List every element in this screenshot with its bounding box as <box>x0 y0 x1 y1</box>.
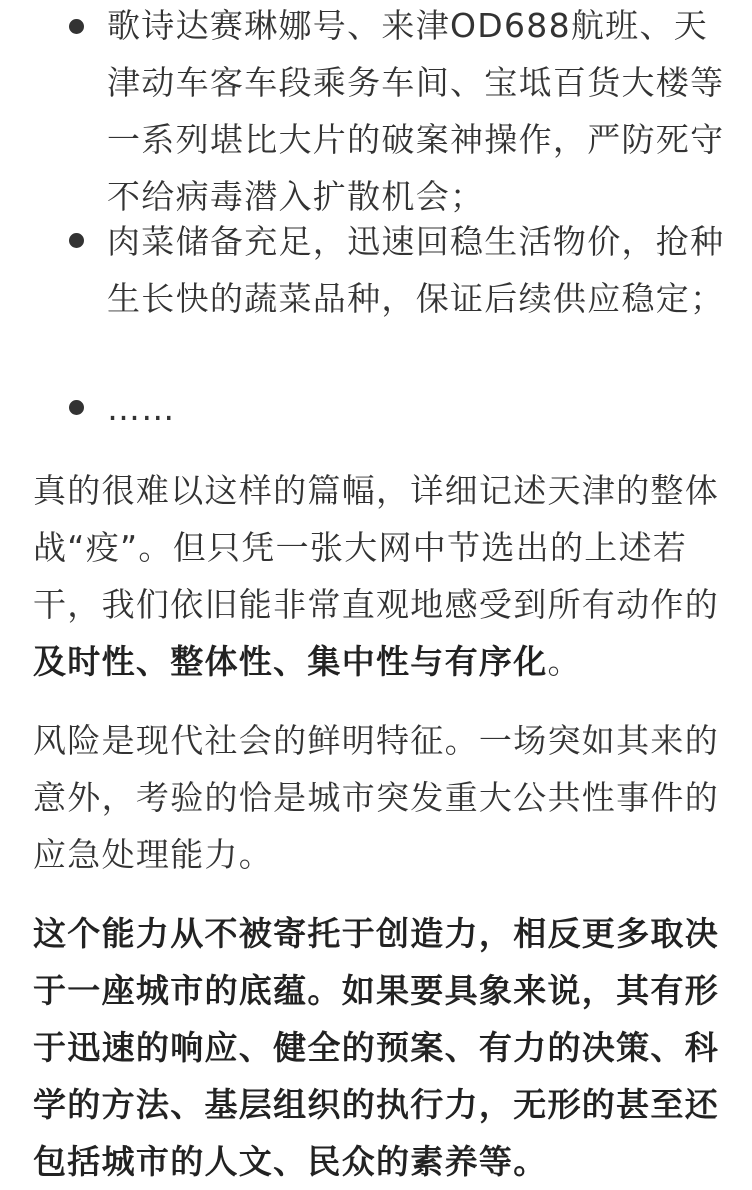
list-item-text: …… <box>107 389 176 428</box>
paragraph-1-text: 真的很难以这样的篇幅，详细记述天津的整体战“疫”。但只凭一张大网中节选出的上述若干，我们依旧能非常直观地感受到所有动作的 <box>33 471 719 624</box>
paragraph-2: 风险是现代社会的鲜明特征。一场突如其来的意外，考验的恰是城市突发重大公共性事件的应急处理能力。 <box>33 721 719 874</box>
paragraph-1 <box>33 462 723 690</box>
paragraph-1-emphasis: 及时性、整体性、集中性与有序化 <box>33 642 548 681</box>
paragraph-1-end: 。 <box>547 642 582 681</box>
list-item-text: 肉菜储备充足，迅速回稳生活物价，抢种生长快的蔬菜品种，保证后续供应稳定； <box>107 222 725 318</box>
list-item-text: 歌诗达赛琳娜号、来津OD688航班、天津动车客车段乘务车间、宝坻百货大楼等一系列堪比大片的破案神操作，严防死守不给病毒潜入扩散机会； <box>107 6 725 216</box>
paragraph-3: 这个能力从不被寄托于创造力，相反更多取决于一座城市的底蕴。如果要具象来说，其有形于迅速的响应、健全的预案、有力的决策、科学的方法、基层组织的执行力，无形的甚至还包括城市的人文、民众的素养等。 <box>33 914 719 1181</box>
bullet-dot-icon <box>69 233 84 248</box>
bullet-dot-icon <box>69 400 84 415</box>
bullet-dot-icon <box>69 19 84 34</box>
